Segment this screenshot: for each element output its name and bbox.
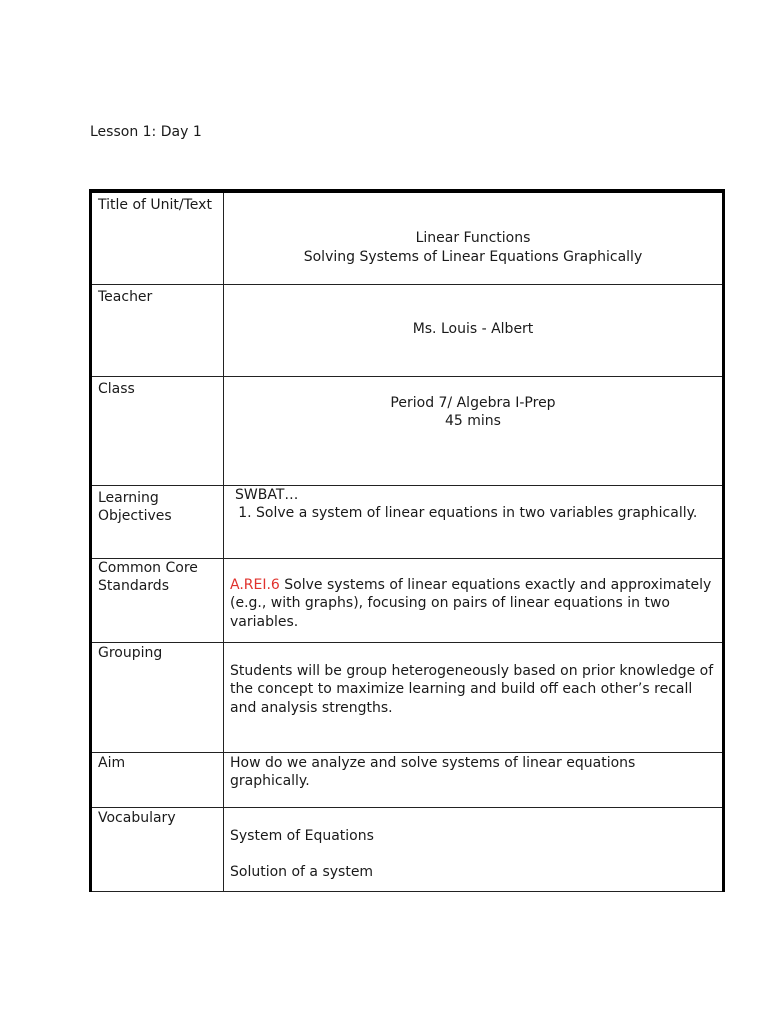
lesson-heading: Lesson 1: Day 1 xyxy=(90,124,202,140)
objectives-list xyxy=(230,504,716,523)
standards-label: Common Core Standards xyxy=(91,558,224,642)
vocabulary-value xyxy=(224,807,724,891)
title-label: Title of Unit/Text xyxy=(91,191,224,284)
class-period: Period 7/ Algebra I-Prep xyxy=(390,394,556,411)
lesson-plan-table xyxy=(89,189,725,892)
teacher-value: Ms. Louis - Albert xyxy=(224,284,724,376)
class-value xyxy=(224,376,724,485)
vocabulary-label: Vocabulary xyxy=(91,807,224,891)
standard-code: A.REI.6 xyxy=(230,576,280,593)
row-teacher xyxy=(91,284,724,376)
standards-value xyxy=(224,558,724,642)
row-standards xyxy=(91,558,724,642)
teacher-label: Teacher xyxy=(91,284,224,376)
row-class xyxy=(91,376,724,485)
objectives-value xyxy=(224,485,724,558)
objectives-label: Learning Objectives xyxy=(91,485,224,558)
grouping-value: Students will be group heterogeneously based on prior knowledge of the concept to maximize learning and build off each other’s recall and analysis strengths. xyxy=(224,642,724,752)
vocab-term: Solution of a system xyxy=(230,864,374,880)
class-duration: 45 mins xyxy=(445,413,501,429)
vocab-term: System of Equations xyxy=(230,827,374,844)
aim-value: How do we analyze and solve systems of linear equations graphically. xyxy=(224,752,724,807)
standard-text: Solve systems of linear equations exactly and approximately (e.g., with graphs), focusing on pairs of linear equations in two variables. xyxy=(230,576,712,630)
row-vocabulary xyxy=(91,807,724,891)
objective-item: 1. Solve a system of linear equations in two variables graphically. xyxy=(256,504,716,523)
title-value xyxy=(224,191,724,284)
objectives-intro: SWBAT… xyxy=(235,486,299,503)
unit-title: Linear Functions xyxy=(415,230,531,246)
row-title xyxy=(91,191,724,284)
class-label: Class xyxy=(91,376,224,485)
row-grouping xyxy=(91,642,724,752)
lesson-title: Solving Systems of Linear Equations Graphically xyxy=(303,248,643,265)
grouping-label: Grouping xyxy=(91,642,224,752)
row-objectives xyxy=(91,485,724,558)
aim-label: Aim xyxy=(91,752,224,807)
row-aim xyxy=(91,752,724,807)
